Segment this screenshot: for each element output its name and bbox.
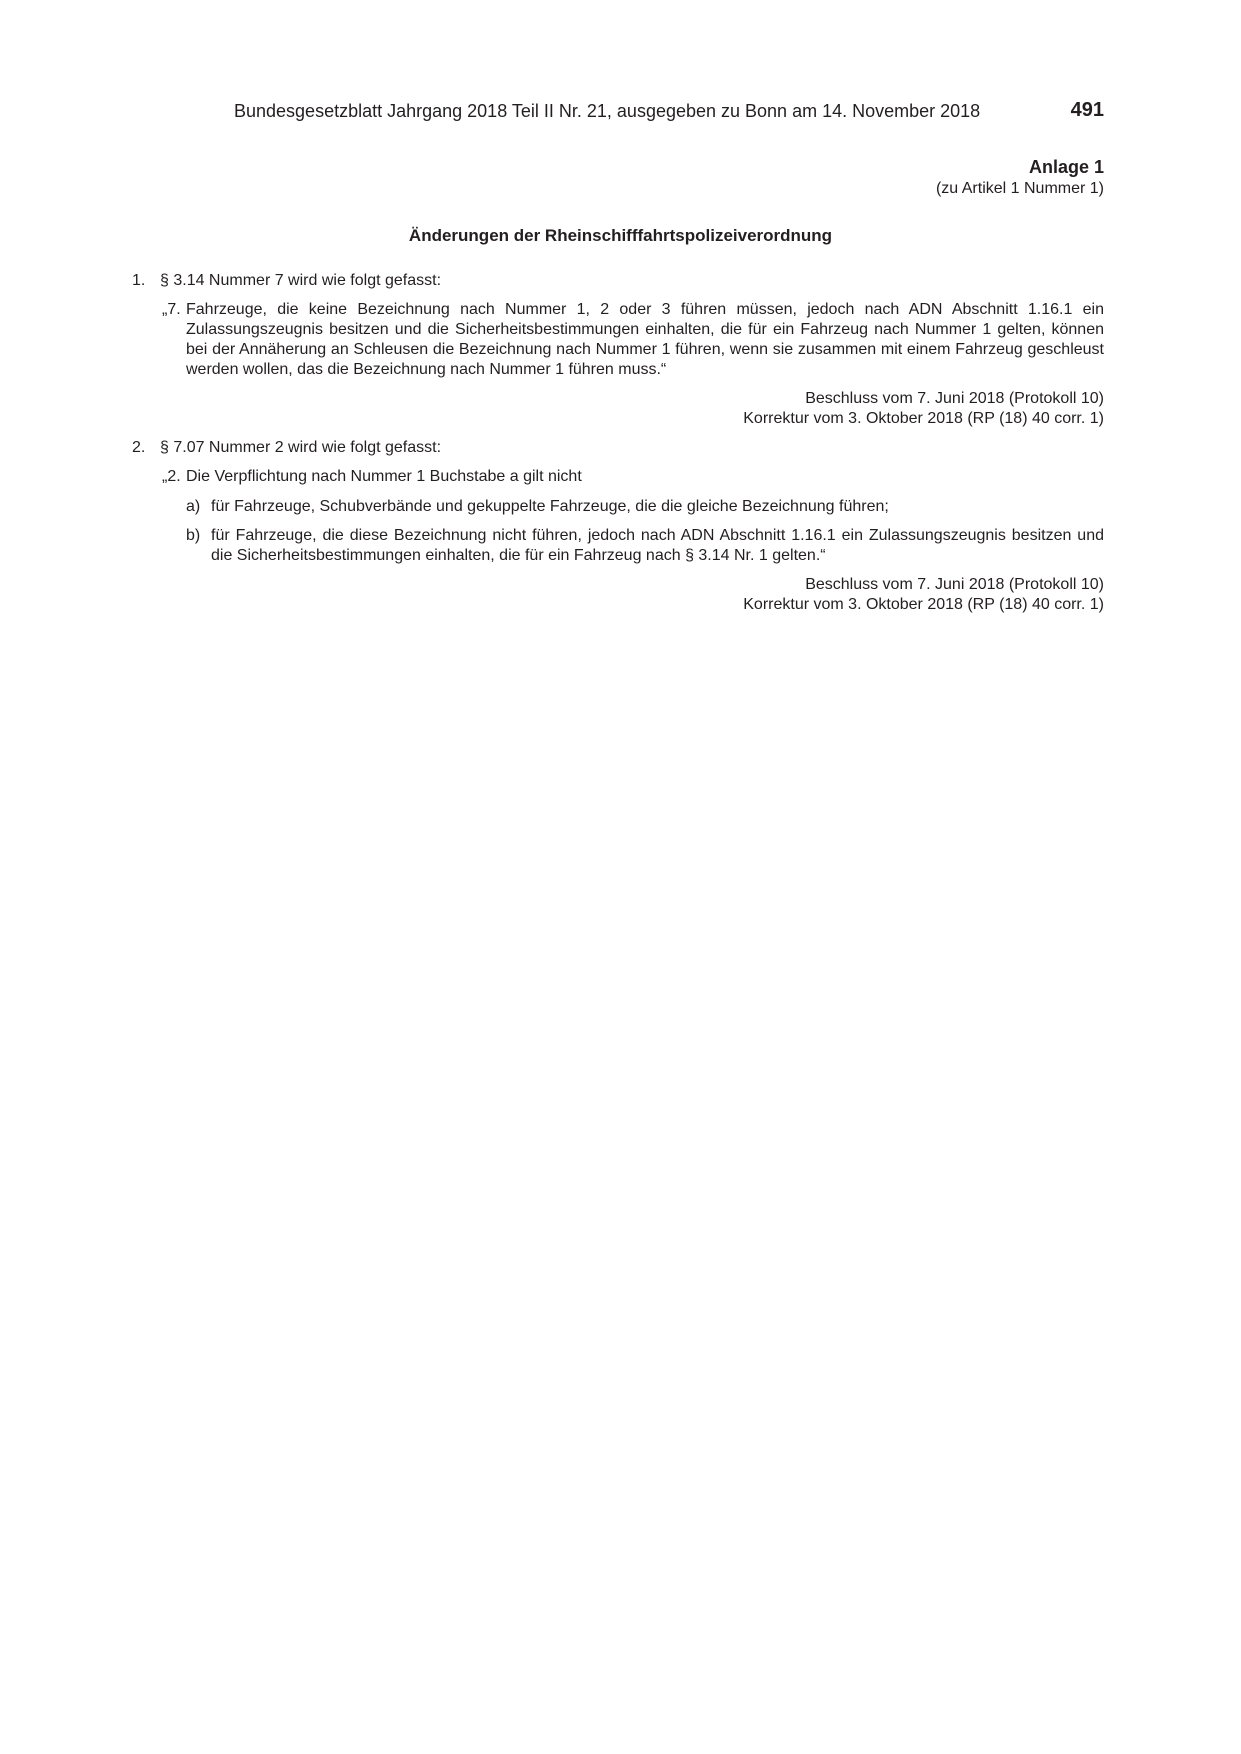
amendment-item xyxy=(132,271,1104,429)
quoted-provision xyxy=(162,300,1104,380)
decision-references xyxy=(132,389,1104,429)
amendment-intro xyxy=(132,438,1104,458)
annex-title: Anlage 1 xyxy=(1028,157,1104,177)
item-number: 1. xyxy=(132,272,146,289)
annex-label xyxy=(936,156,1104,200)
sub-item-text: für Fahrzeuge, Schubverbände und gekuppelte Fahrzeuge, die die gleiche Bezeichnung führen; xyxy=(211,498,889,515)
page-header xyxy=(234,99,1104,125)
sub-item-list xyxy=(186,497,1104,566)
quote-text: Fahrzeuge, die keine Bezeichnung nach Nummer 1, 2 oder 3 führen müssen, jedoch nach ADN Abschnitt 1.16.1 ein Zulassungszeugnis besitzen und die Sicherheitsbestimmungen einhalten, die für ein Fahrzeug nach Nummer 1 gelten, können bei der Annäherung an Schleusen die Bezeichnung nach Nummer 1 führen, wenn sie zusammen mit einem Fahrzeug geschleust werden wollen, das die Bezeichnung nach Nummer 1 führen muss.“ xyxy=(186,301,1104,378)
quoted-provision xyxy=(162,467,1104,487)
correction-reference: Korrektur vom 3. Oktober 2018 (RP (18) 40 corr. 1) xyxy=(743,410,1104,427)
page-number: 491 xyxy=(1070,99,1104,121)
decision-reference: Beschluss vom 7. Juni 2018 (Protokoll 10) xyxy=(805,576,1104,593)
sub-item-text: für Fahrzeuge, die diese Bezeichnung nicht führen, jedoch nach ADN Abschnitt 1.16.1 ein Zulassungszeugnis besitzen und die Sicherheitsbestimmungen einhalten, die für ein Fahrzeug nach § 3.14 Nr. 1 gelten.“ xyxy=(211,527,1104,564)
item-text: § 3.14 Nummer 7 wird wie folgt gefasst: xyxy=(160,272,442,289)
quote-text: Die Verpflichtung nach Nummer 1 Buchstabe a gilt nicht xyxy=(186,468,582,485)
item-text: § 7.07 Nummer 2 wird wie folgt gefasst: xyxy=(160,439,442,456)
quote-number: „7. xyxy=(162,301,181,318)
sub-item xyxy=(186,526,1104,566)
amendment-intro xyxy=(132,271,1104,291)
header-title: Bundesgesetzblatt Jahrgang 2018 Teil II Nr. 21, ausgegeben zu Bonn am 14. November 2018 xyxy=(234,101,981,121)
amendment-list xyxy=(132,271,1104,615)
amendment-item xyxy=(132,438,1104,615)
correction-reference: Korrektur vom 3. Oktober 2018 (RP (18) 40 corr. 1) xyxy=(743,596,1104,613)
sub-item-letter: a) xyxy=(186,498,201,515)
item-number: 2. xyxy=(132,439,146,456)
sub-item xyxy=(186,497,1104,517)
annex-reference: (zu Artikel 1 Nummer 1) xyxy=(935,180,1104,197)
sub-item-letter: b) xyxy=(186,527,201,544)
document-heading: Änderungen der Rheinschifffahrtspolizeiverordnung xyxy=(408,226,833,245)
quote-number: „2. xyxy=(162,468,181,485)
decision-references xyxy=(132,575,1104,615)
decision-reference: Beschluss vom 7. Juni 2018 (Protokoll 10) xyxy=(805,390,1104,407)
